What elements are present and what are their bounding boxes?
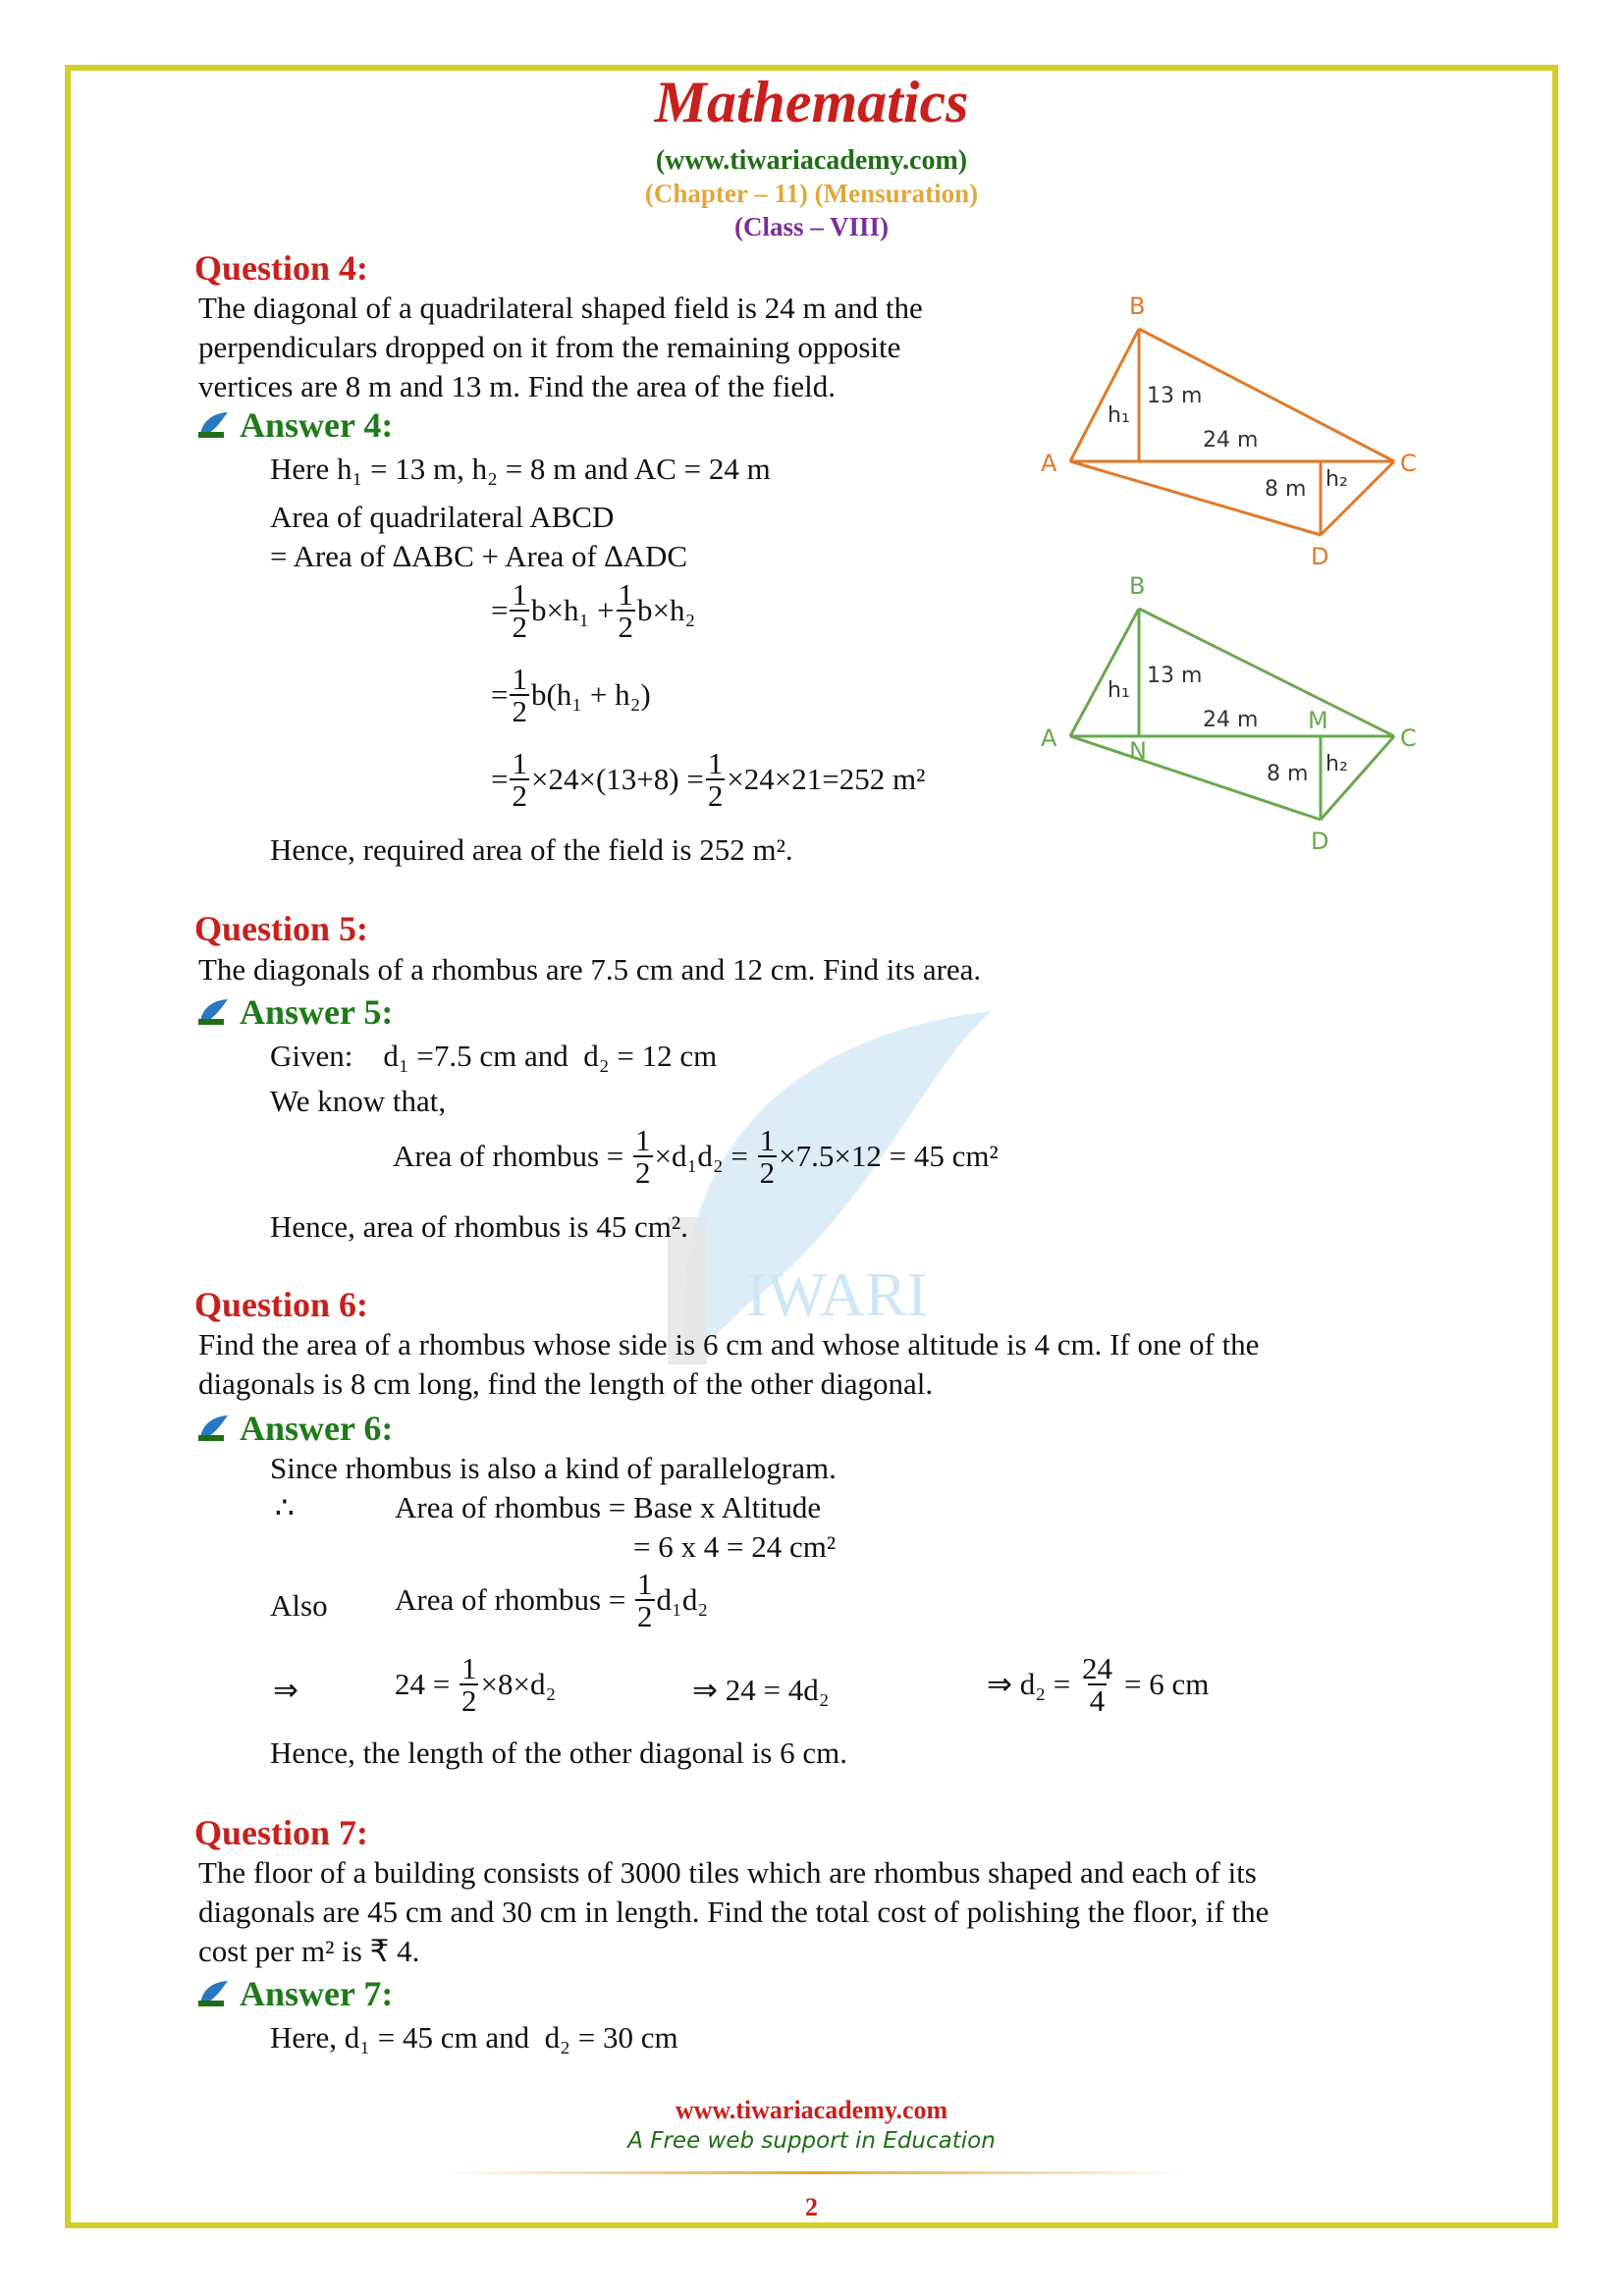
question-6-text: Find the area of a rhombus whose side is 6 cm and whose altitude is 4 cm. If one of the diagonals is 8 cm long, find the length of the other diagonal. bbox=[198, 1327, 1260, 1401]
therefore-symbol: ∴ bbox=[275, 1490, 295, 1524]
answer-4-area-line1: Area of quadrilateral ABCD bbox=[270, 500, 615, 534]
diagram2-vertex-a: A bbox=[1041, 724, 1057, 752]
diagram1-h1-label: h₁ bbox=[1108, 403, 1130, 428]
answer-5-heading: Answer 5: bbox=[196, 991, 393, 1033]
answer-4-area-line2: = Area of ∆ABC + Area of ∆ADC bbox=[270, 539, 688, 573]
answer-5-given: Given: d₁ =7.5 cm and d₂ = 12 cm bbox=[270, 1039, 718, 1073]
quadrilateral-diagram-1 bbox=[1031, 285, 1443, 579]
header-class: (Class – VIII) bbox=[733, 212, 890, 241]
diagram2-point-n: N bbox=[1129, 737, 1147, 765]
answer-4-step2: = $\frac{1}{2}$ b(h₁ + h₂) bbox=[491, 662, 651, 728]
answer-4-step3: = $\frac{1}{2}$ ×24×(13+8) = $\frac{1}{2}$ ×24×21=252 m² bbox=[491, 746, 926, 813]
tiwari-leaf-icon bbox=[196, 1414, 230, 1443]
tiwari-leaf-icon bbox=[196, 410, 230, 440]
diagram2-point-m: M bbox=[1308, 707, 1328, 734]
question-7-heading: Question 7: bbox=[194, 1813, 369, 1852]
answer-5-know: We know that, bbox=[270, 1084, 447, 1118]
answer-5-conclusion: Hence, area of rhombus is 45 cm². bbox=[270, 1209, 688, 1244]
answer-4-step1: = $\frac{1}{2}$ b×h₁ + $\frac{1}{2}$ b×h₂ bbox=[491, 577, 696, 644]
answer-6-since: Since rhombus is also a kind of parallelogram. bbox=[270, 1451, 837, 1485]
diagram2-13m-label: 13 m bbox=[1147, 664, 1203, 688]
diagram2-h1-label: h₁ bbox=[1108, 678, 1130, 703]
answer-5-area-formula: Area of rhombus = $\frac{1}{2}$ ×d₁d₂ = $\frac{1}{2}$ ×7.5×12 = 45 cm² bbox=[393, 1123, 999, 1190]
diagram1-24m-label: 24 m bbox=[1203, 428, 1259, 453]
answer-6-area-formula: Area of rhombus = $\frac{1}{2}$ d₁d₂ bbox=[395, 1567, 709, 1633]
answer-6-eq3: ⇒ d₂ = $\frac{24}{4}$ = 6 cm bbox=[987, 1651, 1210, 1718]
watermark-text: IWARI bbox=[746, 1259, 928, 1329]
answer-7-heading: Answer 7: bbox=[196, 1973, 393, 2014]
header-url[interactable]: (www.tiwariacademy.com) bbox=[655, 145, 968, 176]
implies-symbol: ⇒ bbox=[273, 1673, 298, 1707]
diagram1-vertex-a: A bbox=[1041, 450, 1057, 477]
answer-4-given: Here h₁ = 13 m, h₂ = 8 m and AC = 24 m bbox=[270, 452, 771, 486]
diagram2-vertex-c: C bbox=[1400, 724, 1417, 752]
diagram1-8m-label: 8 m bbox=[1265, 477, 1307, 502]
diagram1-vertex-d: D bbox=[1311, 543, 1329, 570]
diagram1-h2-label: h₂ bbox=[1325, 467, 1348, 492]
diagram1-13m-label: 13 m bbox=[1147, 384, 1203, 408]
answer-7-given: Here, d₁ = 45 cm and d₂ = 30 cm bbox=[270, 2020, 678, 2055]
diagram1-vertex-b: B bbox=[1129, 293, 1146, 320]
answer-6-eq1: 24 = $\frac{1}{2}$ ×8×d₂ bbox=[395, 1651, 557, 1718]
question-6-heading: Question 6: bbox=[194, 1285, 369, 1324]
answer-6-area-value: = 6 x 4 = 24 cm² bbox=[633, 1529, 837, 1564]
tiwari-leaf-icon bbox=[196, 1979, 230, 2008]
answer-6-area-base: Area of rhombus = Base x Altitude bbox=[395, 1490, 822, 1524]
question-4-text: The diagonal of a quadrilateral shaped field is 24 m and the perpendiculars dropped on it from the remaining opposite vertices are 8 m and 13 m. Find the area of the field. bbox=[198, 291, 923, 403]
page-number: 2 bbox=[805, 2193, 818, 2221]
question-7-text: The floor of a building consists of 3000 tiles which are rhombus shaped and each of its diagonals are 45 cm and 30 cm in length. Find the total cost of polishing the floor, if the cost per m² is ₹ 4. bbox=[198, 1855, 1270, 1968]
footer-divider bbox=[442, 2171, 1188, 2174]
quadrilateral-diagram-2 bbox=[1031, 569, 1443, 864]
answer-6-eq2: ⇒ 24 = 4d₂ bbox=[692, 1673, 830, 1707]
page-title: Mathematics bbox=[654, 70, 969, 134]
footer-tagline: A Free web support in Education bbox=[627, 2128, 996, 2154]
answer-4-conclusion: Hence, required area of the field is 252 m². bbox=[270, 832, 793, 867]
header-chapter: (Chapter – 11) (Mensuration) bbox=[644, 179, 979, 208]
diagram2-8m-label: 8 m bbox=[1267, 762, 1309, 786]
diagram2-h2-label: h₂ bbox=[1325, 752, 1348, 776]
diagram1-vertex-c: C bbox=[1400, 450, 1417, 477]
answer-6-also: Also bbox=[270, 1588, 328, 1623]
tiwari-leaf-icon bbox=[196, 997, 230, 1027]
question-4-heading: Question 4: bbox=[194, 248, 369, 288]
question-5-heading: Question 5: bbox=[194, 909, 369, 948]
question-5-text: The diagonals of a rhombus are 7.5 cm and 12 cm. Find its area. bbox=[198, 952, 982, 987]
answer-6-conclusion: Hence, the length of the other diagonal is 6 cm. bbox=[270, 1735, 847, 1770]
diagram2-24m-label: 24 m bbox=[1203, 708, 1259, 732]
answer-6-heading: Answer 6: bbox=[196, 1408, 393, 1449]
footer-url[interactable]: www.tiwariacademy.com bbox=[675, 2096, 948, 2124]
diagram2-vertex-d: D bbox=[1311, 828, 1329, 855]
diagram2-vertex-b: B bbox=[1129, 572, 1146, 600]
answer-4-heading: Answer 4: bbox=[196, 404, 393, 446]
